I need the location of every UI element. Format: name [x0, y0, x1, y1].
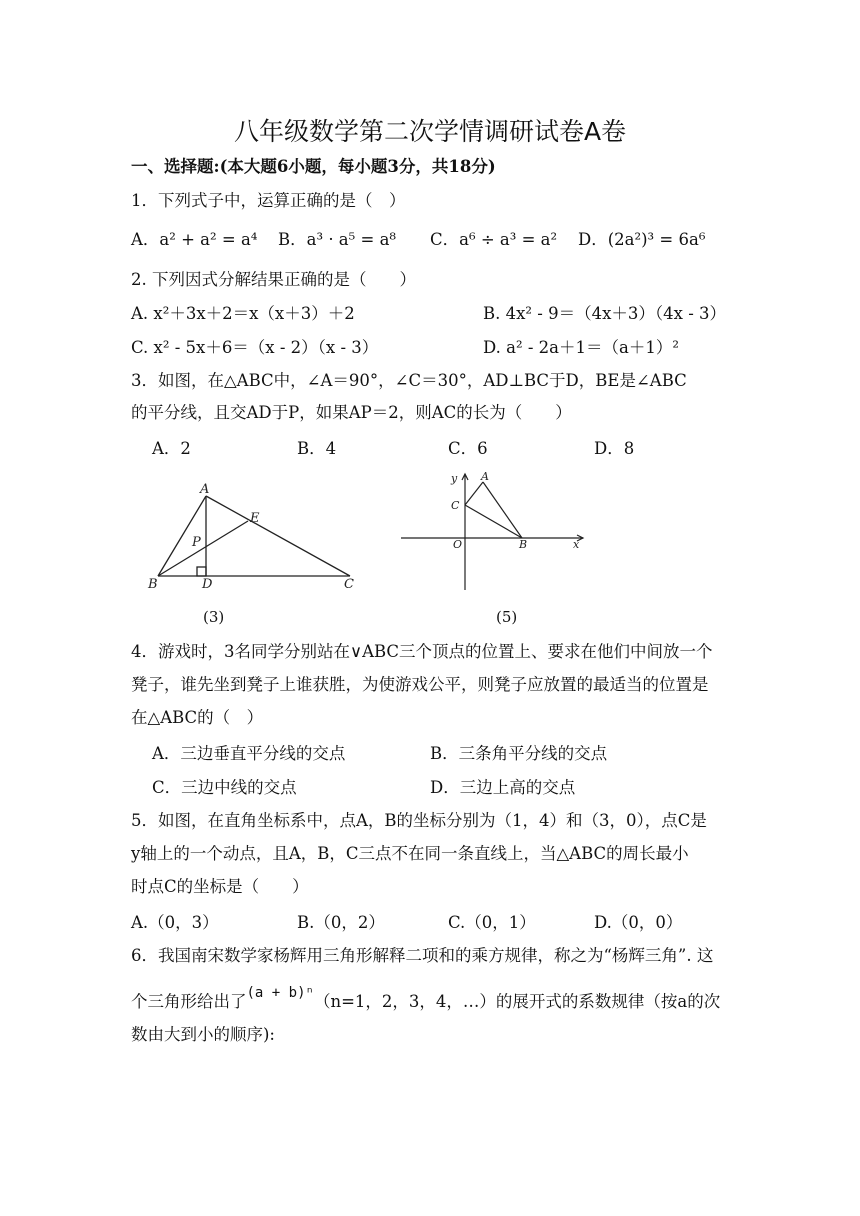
q6-line2-suffix: （n=1，2，3，4，…）的展开式的系数规律（按a的次 [313, 992, 721, 1011]
q5-option-c: C.（0，1） [448, 913, 536, 932]
fig3-point-a: A [200, 482, 210, 497]
question-4-line1: 4．游戏时，3名同学分别站在∨ABC三个顶点的位置上、要求在他们中间放一个 [131, 642, 713, 661]
fig5-point-c: C [451, 499, 460, 512]
question-1-stem: 1．下列式子中，运算正确的是（ ） [131, 191, 406, 210]
fig3-point-c: C [344, 577, 354, 592]
section-heading: 一、选择题:(本大题6小题，每小题3分，共18分) [131, 157, 496, 176]
q4-option-a: A．三边垂直平分线的交点 [152, 744, 346, 763]
figure-5-coordinate-plane [395, 468, 595, 593]
q4-option-c: C．三边中线的交点 [152, 778, 297, 797]
q5-option-b: B.（0，2） [297, 913, 385, 932]
figure-3-triangle [140, 480, 380, 600]
question-5-line1: 5．如图，在直角坐标系中，点A，B的坐标分别为（1，4）和（3，0），点C是 [131, 811, 707, 830]
figure-5-label: (5) [496, 608, 518, 626]
page-title: 八年级数学第二次学情调研试卷A卷 [233, 117, 627, 146]
question-3-line1: 3．如图，在△ABC中，∠A＝90°，∠C＝30°，AD⊥BC于D，BE是∠ABC [131, 371, 687, 390]
q5-option-d: D.（0，0） [594, 913, 683, 932]
fig3-point-p: P [192, 535, 201, 550]
question-6-line3: 数由大到小的顺序): [131, 1025, 275, 1044]
question-4-line2: 凳子，谁先坐到凳子上谁获胜，为使游戏公平，则凳子应放置的最适当的位置是 [131, 675, 709, 694]
q2-option-c: C. x² - 5x＋6＝（x - 2）（x - 3） [131, 338, 379, 357]
fig5-origin-o: O [453, 538, 463, 551]
question-3-line2: 的平分线，且交AD于P，如果AP＝2，则AC的长为（ ） [131, 403, 572, 422]
binomial-formula: (a + b)ⁿ [246, 985, 314, 1001]
q1-option-d: D．(2a²)³ = 6a⁶ [578, 230, 706, 249]
q6-line2-prefix: 个三角形给出了 [131, 992, 247, 1011]
question-5-line2: y轴上的一个动点，且A，B，C三点不在同一条直线上，当△ABC的周长最小 [131, 844, 689, 863]
question-4-line3: 在△ABC的（ ） [131, 708, 264, 727]
q1-option-a: A．a² + a² = a⁴ [131, 230, 258, 249]
question-6-line2 [131, 985, 721, 1015]
q1-option-c: C．a⁶ ÷ a³ = a² [430, 230, 558, 249]
q2-option-b: B. 4x² - 9＝（4x＋3）（4x - 3） [483, 304, 727, 323]
q2-option-d: D. a² - 2a＋1＝（a＋1）² [483, 338, 679, 357]
fig3-point-d: D [202, 577, 213, 592]
q2-option-a: A. x²＋3x＋2＝x（x＋3）＋2 [131, 304, 355, 323]
q4-option-b: B．三条角平分线的交点 [430, 744, 608, 763]
fig5-axis-x: x [573, 538, 580, 551]
q4-option-d: D．三边上高的交点 [430, 778, 576, 797]
question-5-line3: 时点C的坐标是（ ） [131, 877, 309, 896]
question-2-stem: 2. 下列因式分解结果正确的是（ ） [131, 270, 416, 289]
fig3-point-e: E [250, 511, 260, 526]
q3-option-a: A．2 [152, 439, 191, 458]
q1-option-b: B．a³ · a⁵ = a⁸ [278, 230, 397, 249]
q3-option-b: B．4 [297, 439, 337, 458]
q3-option-c: C．6 [448, 439, 488, 458]
fig5-point-b: B [519, 538, 528, 551]
fig5-point-a: A [481, 470, 489, 483]
question-6-line1: 6．我国南宋数学家杨辉用三角形解释二项和的乘方规律，称之为“杨辉三角”. 这 [131, 946, 714, 965]
figure-3-label: (3) [203, 608, 225, 626]
fig5-axis-y: y [451, 472, 458, 485]
q5-option-a: A.（0，3） [131, 913, 219, 932]
q3-option-d: D．8 [594, 439, 635, 458]
fig3-point-b: B [148, 577, 158, 592]
